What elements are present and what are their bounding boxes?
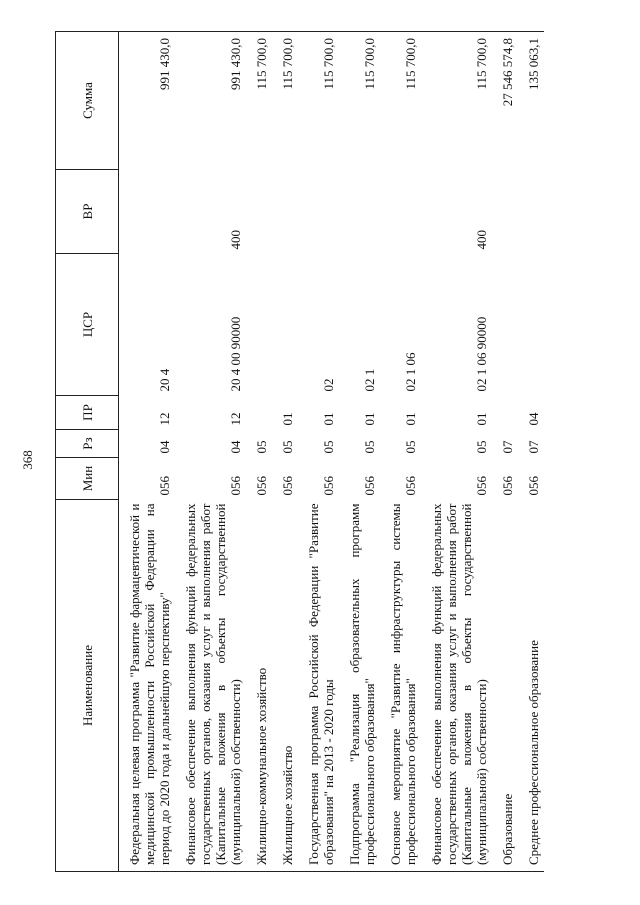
- table-header-row: [56, 32, 119, 872]
- header-pr: ПР: [56, 396, 119, 430]
- row-rz: 05: [403, 440, 418, 454]
- row-sum: 27 546 574,8: [492, 32, 518, 170]
- row-rz: 04: [228, 440, 243, 454]
- row-pr: 01: [403, 412, 418, 426]
- row-min: 056: [254, 476, 269, 496]
- row-pr: [492, 396, 518, 430]
- row-name: Основное мероприятие "Развитие инфраструктуры системы профессионального образования": [380, 500, 421, 872]
- row-csr: 20 4 00 90000: [228, 316, 243, 392]
- row-rz: 04: [157, 440, 172, 454]
- table-row: [246, 32, 272, 872]
- row-name: Государственная программа Российской Федерации "Развитие образования" на 2013 - 2020 годы: [298, 500, 339, 872]
- row-sum: 115 700,0: [421, 32, 492, 170]
- row-name: Жилищное хозяйство: [272, 500, 298, 872]
- row-name: Финансовое обеспечение выполнения функций федеральных государственных органов, оказания услуг и выполнения работ (Капитальные вложения в объекты государственной (муниципальной) собственности): [175, 500, 246, 872]
- row-csr: [272, 254, 298, 396]
- table-row: [339, 32, 380, 872]
- header-rz: Рз: [56, 430, 119, 458]
- row-min: 056: [228, 476, 243, 496]
- row-vr: [272, 170, 298, 254]
- row-csr: 02: [321, 378, 336, 392]
- header-sum: Сумма: [56, 32, 119, 170]
- row-rz: 05: [362, 440, 377, 454]
- row-pr: 12: [228, 412, 243, 426]
- budget-table: [55, 31, 544, 872]
- row-pr: 12: [157, 412, 172, 426]
- row-sum: 135 063,1: [518, 32, 544, 170]
- row-pr: 01: [280, 412, 295, 426]
- row-csr: 20 4: [157, 368, 172, 392]
- row-min: 056: [500, 476, 515, 496]
- row-rz: 07: [500, 440, 515, 454]
- table-row: [298, 32, 339, 872]
- header-min: Мин: [56, 458, 119, 500]
- row-name: Подпрограмма "Реализация образовательных программ профессионального образования": [339, 500, 380, 872]
- row-vr: 400: [228, 230, 243, 250]
- row-name: Жилищно-коммунальное хозяйство: [246, 500, 272, 872]
- row-vr: [518, 170, 544, 254]
- row-min: 056: [157, 476, 172, 496]
- row-name: Финансовое обеспечение выполнения функций федеральных государственных органов, оказания услуг и выполнения работ (Капитальные вложения в объекты государственной (муниципальной) собственности): [421, 500, 492, 872]
- row-vr: [119, 170, 176, 254]
- table-row: [380, 32, 421, 872]
- row-csr: [492, 254, 518, 396]
- row-min: 056: [403, 476, 418, 496]
- row-min: 056: [526, 476, 541, 496]
- row-min: 056: [474, 476, 489, 496]
- row-vr: [339, 170, 380, 254]
- row-sum: 991 430,0: [119, 32, 176, 170]
- row-min: 056: [362, 476, 377, 496]
- row-rz: 05: [321, 440, 336, 454]
- table-row: [175, 32, 246, 872]
- row-vr: [380, 170, 421, 254]
- table-row: [518, 32, 544, 872]
- row-name: Федеральная целевая программа "Развитие фармацевтической и медицинской промышленности Российской Федерации на период до 2020 года и дальнейшую перспективу": [119, 500, 176, 872]
- row-pr: [246, 396, 272, 430]
- row-rz: 05: [254, 440, 269, 454]
- header-name: Наименование: [56, 500, 119, 872]
- row-sum: 115 700,0: [246, 32, 272, 170]
- page-number: 368: [20, 450, 35, 470]
- row-sum: 115 700,0: [272, 32, 298, 170]
- header-csr: ЦСР: [56, 254, 119, 396]
- table-row: [119, 32, 176, 872]
- row-sum: 115 700,0: [298, 32, 339, 170]
- row-rz: 07: [526, 440, 541, 454]
- row-name: Образование: [492, 500, 518, 872]
- row-name: Среднее профессиональное образование: [518, 500, 544, 872]
- row-pr: 04: [526, 412, 541, 426]
- table-row: [421, 32, 492, 872]
- row-vr: [246, 170, 272, 254]
- table-row: [492, 32, 518, 872]
- row-csr: [246, 254, 272, 396]
- row-csr: 02 1 06 90000: [474, 316, 489, 392]
- row-pr: 01: [321, 412, 336, 426]
- row-sum: 115 700,0: [380, 32, 421, 170]
- row-pr: 01: [362, 412, 377, 426]
- row-csr: 02 1 06: [403, 352, 418, 392]
- row-csr: 02 1: [362, 368, 377, 392]
- row-vr: [492, 170, 518, 254]
- row-sum: 115 700,0: [339, 32, 380, 170]
- row-rz: 05: [474, 440, 489, 454]
- header-vr: ВР: [56, 170, 119, 254]
- row-pr: 01: [474, 412, 489, 426]
- row-min: 056: [280, 476, 295, 496]
- table-row: [272, 32, 298, 872]
- row-vr: [298, 170, 339, 254]
- row-rz: 05: [280, 440, 295, 454]
- row-csr: [518, 254, 544, 396]
- row-min: 056: [321, 476, 336, 496]
- row-vr: 400: [474, 230, 489, 250]
- row-sum: 991 430,0: [175, 32, 246, 170]
- budget-table-sheet: [55, 32, 640, 872]
